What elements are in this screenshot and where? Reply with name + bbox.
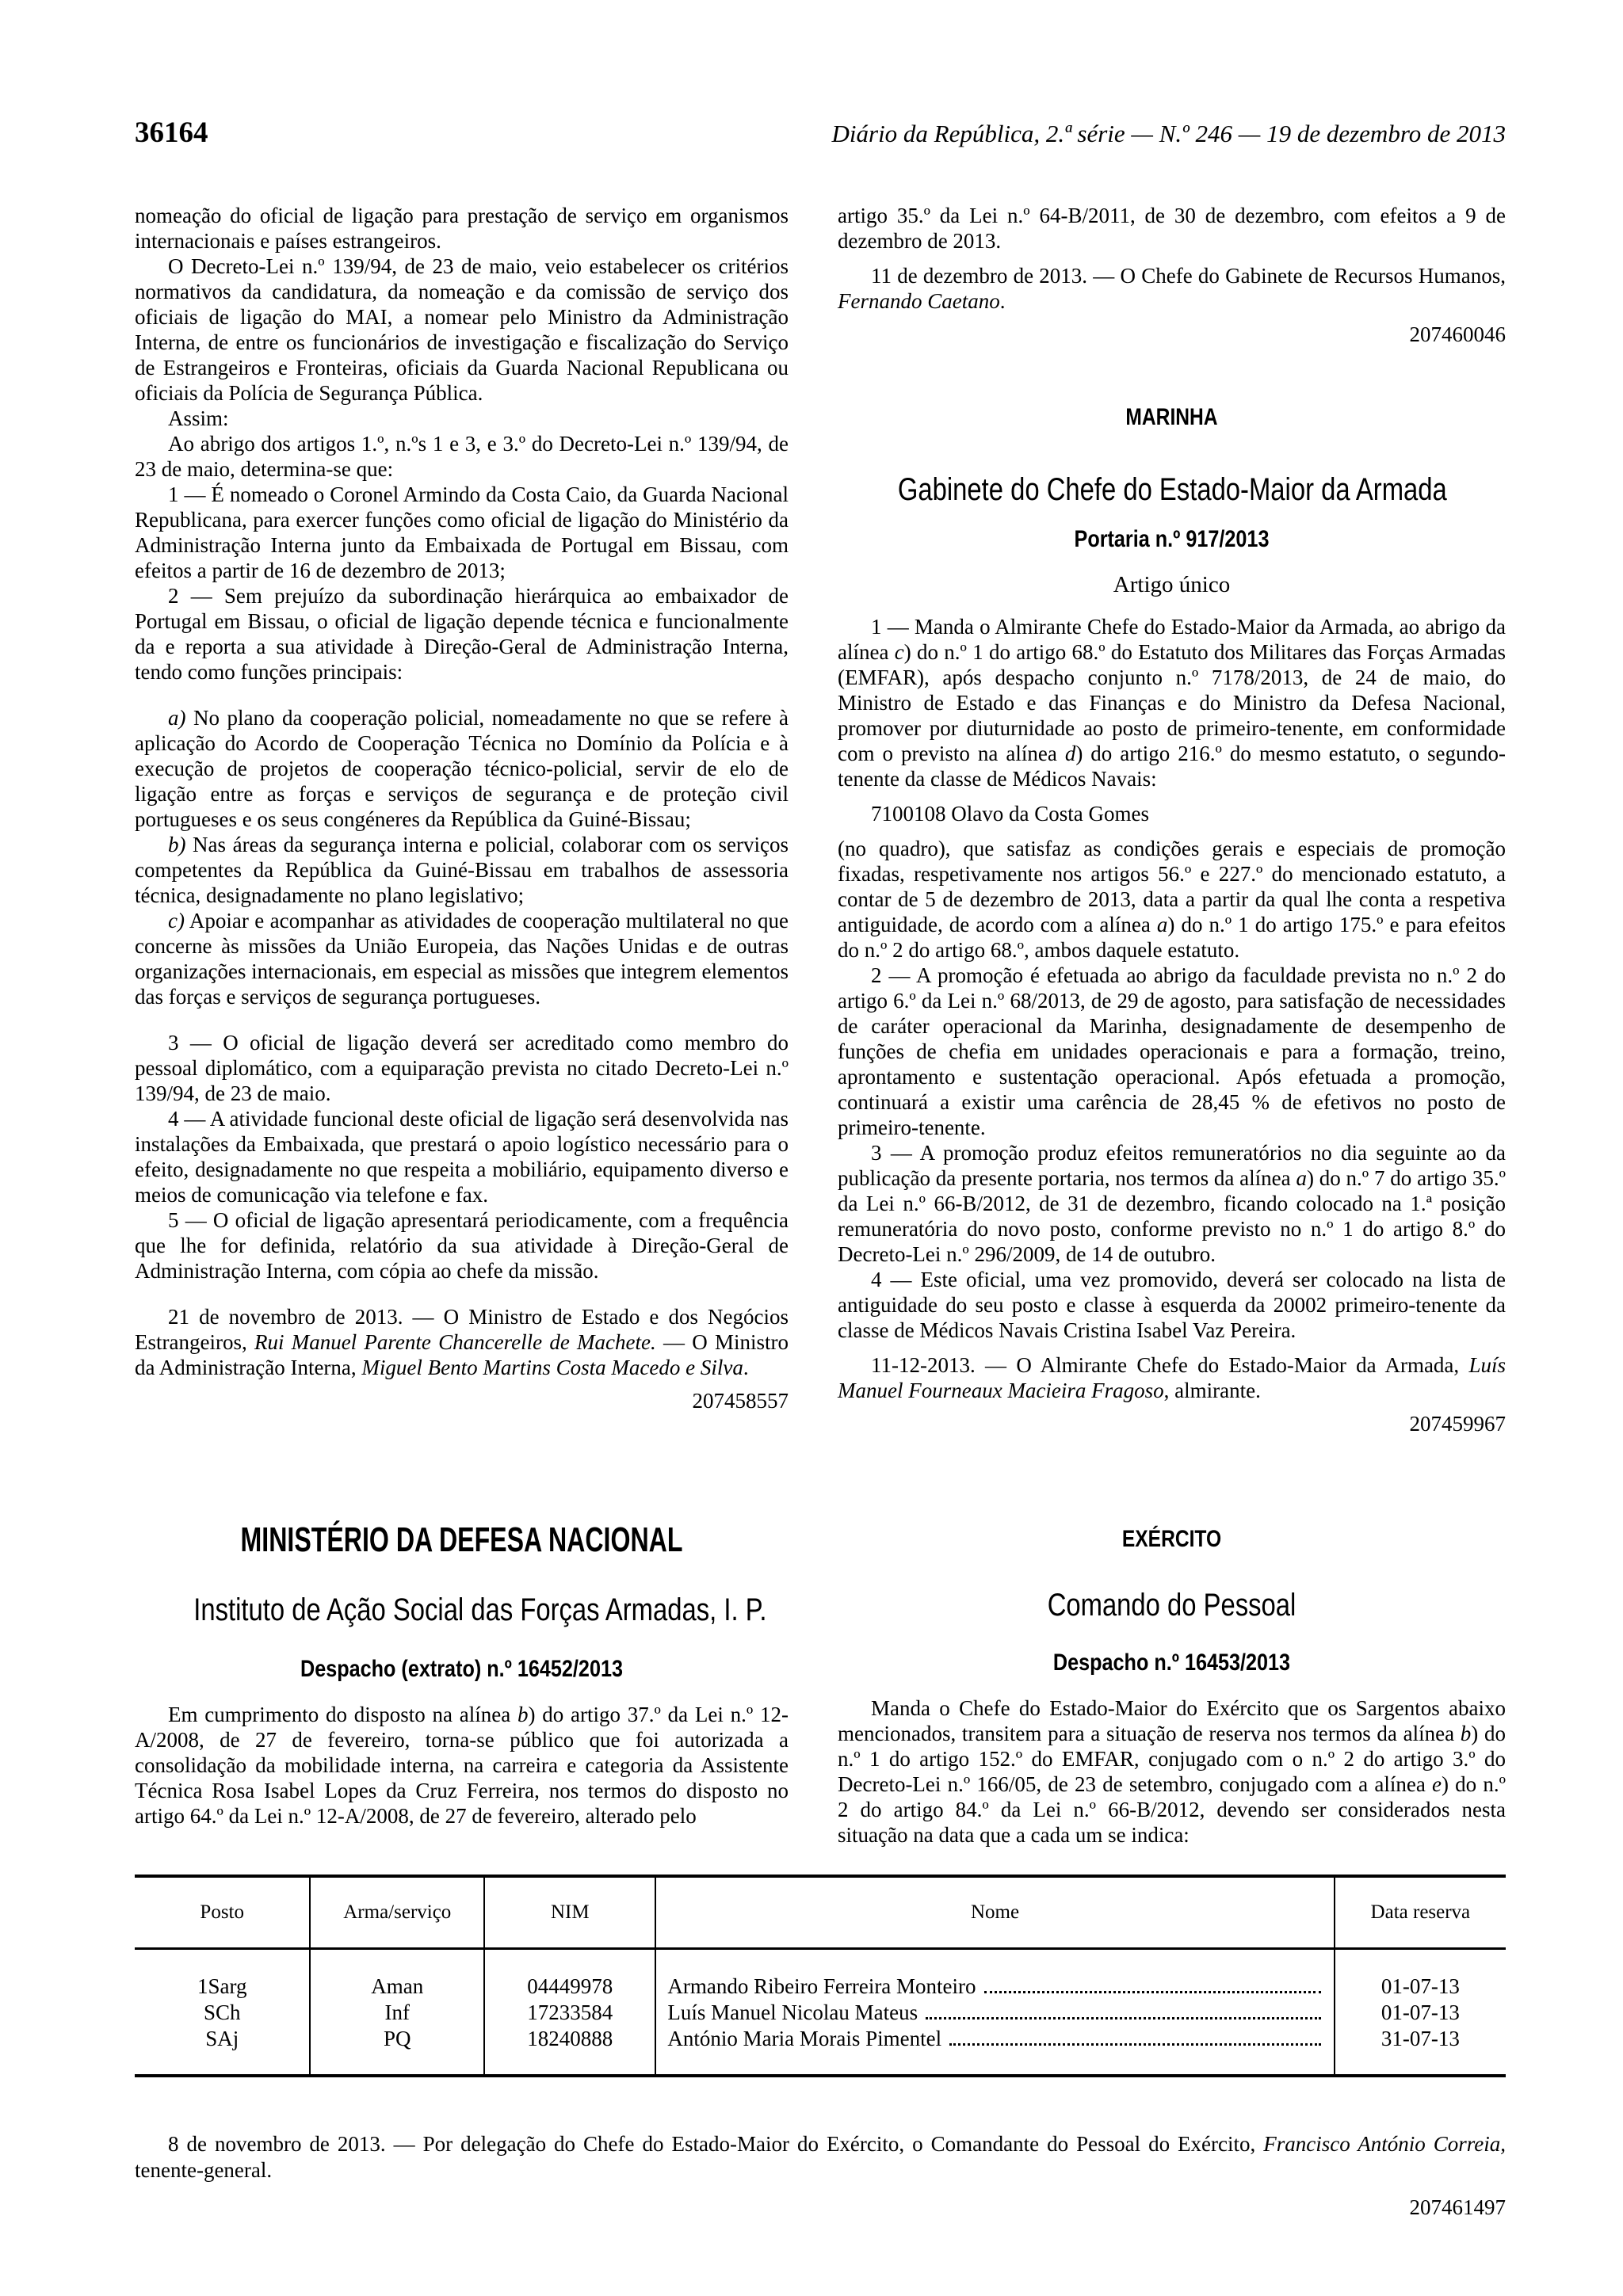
- signature-paragraph: 21 de novembro de 2013. — O Ministro de Estado e dos Negócios Estrangeiros, Rui Manuel Parente Chancerelle de Machete. — O Ministro da Administração Interna, Miguel Bento Martins Costa Macedo e Silva.: [135, 1305, 789, 1379]
- cell-data-reserva: 01-07-13: [1335, 2000, 1506, 2026]
- table-header-row: [135, 1876, 1506, 1949]
- cell-posto: 1Sarg: [197, 1974, 247, 1998]
- portaria-heading: Portaria n.º 917/2013: [1074, 526, 1270, 552]
- paragraph: 1 — É nomeado o Coronel Armindo da Costa Caio, da Guarda Nacional Republicana, para exercer funções como oficial de ligação do Ministério da Administração Interna junto da Embaixada de Portugal em Bissau, com efeitos a partir de 16 de dezembro de 2013;: [135, 482, 789, 582]
- ministry-heading: MINISTÉRIO DA DEFESA NACIONAL: [240, 1520, 683, 1559]
- exercito-section: [838, 1527, 1506, 1848]
- list-item-c: c) Apoiar e acompanhar as atividades de cooperação multilateral no que concerne às missões da União Europeia, das Nações Unidas e de outras organizações internacionais, em especial as missões que integrem elementos das forças e serviços de segurança portugueses.: [135, 909, 789, 1009]
- cell-nome: [655, 2000, 1334, 2026]
- defesa-section: [135, 1520, 789, 1829]
- table-header-arma: Arma/serviço: [310, 1876, 484, 1949]
- paragraph: O Decreto-Lei n.º 139/94, de 23 de maio, veio estabelecer os critérios normativos da candidatura, da nomeação e da comissão de serviço dos oficiais de ligação do MAI, a nomear pelo Ministro da Administração Interna, de entre os funcionários de investigação e fiscalização do Serviço de Estrangeiros e Fronteiras, oficiais da Guarda Nacional Republicana ou oficiais da Polícia de Segurança Pública.: [135, 254, 789, 405]
- table-header-posto: Posto: [135, 1876, 310, 1949]
- paragraph: (no quadro), que satisfaz as condições gerais e especiais de promoção fixadas, respetivamente nos artigos 56.º e 227.º do mencionado estatuto, a contar de 5 de dezembro de 2013, data a partir da qual lhe conta a respetiva antiguidade, de acordo com a alínea a) do n.º 1 do artigo 175.º e para efeitos do n.º 2 do artigo 68.º, ambos daquele estatuto.: [838, 837, 1507, 962]
- dispatch-heading: Despacho n.º 16453/2013: [1052, 1650, 1291, 1676]
- left-column-article: [135, 203, 789, 1413]
- footer-note-block: [135, 2131, 1506, 2221]
- right-column-article: [838, 203, 1506, 347]
- officer-name: Armando Ribeiro Ferreira Monteiro: [667, 1974, 976, 1998]
- officer-name: Luís Manuel Nicolau Mateus: [667, 2000, 918, 2024]
- promoted-officer-line: 7100108 Olavo da Costa Gomes: [871, 802, 1149, 826]
- paragraph: 1 — Manda o Almirante Chefe do Estado-Maior da Armada, ao abrigo da alínea c) do n.º 1 do artigo 68.º do Estatuto dos Militares das Forças Armadas (EMFAR), após despacho conjunto n.º 7178/2013, de 24 de maio, do Ministro de Estado e das Finanças e do Ministro da Defesa Nacional, promover por diuturnidade ao posto de primeiro-tenente, em conformidade com o previsto na alínea d) do artigo 216.º do mesmo estatuto, o segundo-tenente da classe de Médicos Navais:: [838, 615, 1506, 791]
- cell-arma: Inf: [310, 2000, 484, 2026]
- paragraph: 4 — A atividade funcional deste oficial de ligação será desenvolvida nas instalações da Embaixada, que prestará o apoio logístico necessário para o efeito, designadamente no que respeita a mobiliário, equipamento diverso e meios de comunicação via telefone e fax.: [135, 1107, 789, 1207]
- paragraph: 2 — A promoção é efetuada ao abrigo da faculdade prevista no n.º 2 do artigo 6.º da Lei n.º 68/2013, de 29 de agosto, para satisfação de necessidades de caráter operacional da Marinha, designadamente de desempenho de funções de chefia em unidades operacionais e para a formação, treino, aprontamento e sustentação operacional. Após efetuada a promoção, continuará a existir uma carência de 28,45 % de efetivos no posto de primeiro-tenente.: [838, 963, 1506, 1139]
- dot-leader: [926, 2017, 1321, 2019]
- cell-arma: Aman: [310, 1949, 484, 2000]
- page-number: 36164: [135, 116, 208, 149]
- table-header-data: Data reserva: [1335, 1876, 1506, 1949]
- cell-posto: SCh: [203, 2000, 241, 2024]
- cell-nim: 04449978: [484, 1949, 655, 2000]
- officer-name: António Maria Morais Pimentel: [667, 2027, 942, 2050]
- signature-paragraph: 11-12-2013. — O Almirante Chefe do Estado-Maior da Armada, Luís Manuel Fourneaux Macieira Fragoso, almirante.: [838, 1353, 1506, 1402]
- cell-arma: PQ: [310, 2026, 484, 2076]
- organ-heading: Instituto de Ação Social das Forças Armadas, I. P.: [193, 1592, 767, 1627]
- reserve-table-grid: [135, 1875, 1506, 2077]
- paragraph: 3 — O oficial de ligação deverá ser acreditado como membro do pessoal diplomático, com a equiparação prevista no citado Decreto-Lei n.º 139/94, de 23 de maio.: [135, 1031, 789, 1105]
- paragraph: 3 — A promoção produz efeitos remuneratórios no dia seguinte ao da publicação da presente portaria, nos termos da alínea a) do n.º 7 do artigo 35.º da Lei n.º 66-B/2012, de 31 de dezembro, ficando colocado na 1.ª posição remuneratória do novo posto, conforme previsto no n.º 1 do artigo 8.º do Decreto-Lei n.º 296/2009, de 14 de outubro.: [838, 1141, 1506, 1266]
- table-header-nim: NIM: [484, 1876, 655, 1949]
- paragraph: Ao abrigo dos artigos 1.º, n.ºs 1 e 3, e 3.º do Decreto-Lei n.º 139/94, de 23 de maio, determina-se que:: [135, 432, 789, 481]
- paragraph: Em cumprimento do disposto na alínea b) do artigo 37.º da Lei n.º 12-A/2008, de 27 de fevereiro, torna-se público que foi autorizada a consolidação da mobilidade interna, na carreira e categoria da Assistente Técnica Rosa Isabel Lopes da Cruz Ferreira, nos termos do disposto no artigo 64.º da Lei n.º 12-A/2008, de 27 de fevereiro, alterado pelo: [135, 1703, 789, 1828]
- cell-posto: SAj: [205, 2027, 239, 2050]
- section-heading-exercito: EXÉRCITO: [1121, 1526, 1222, 1552]
- page-header: [135, 116, 1506, 150]
- paragraph: nomeação do oficial de ligação para prestação de serviço em organismos internacionais e países estrangeiros.: [135, 204, 789, 253]
- paragraph: 4 — Este oficial, uma vez promovido, deverá ser colocado na lista de antiguidade do seu posto e classe à esquerda da 20002 primeiro-tenente da classe de Médicos Navais Cristina Isabel Vaz Pereira.: [838, 1268, 1506, 1342]
- doc-number: 207460046: [1409, 322, 1506, 346]
- section-heading-marinha: MARINHA: [1125, 404, 1218, 430]
- cell-nome: [655, 2026, 1334, 2076]
- cell-nim: 18240888: [484, 2026, 655, 2076]
- footer-note: 8 de novembro de 2013. — Por delegação do Chefe do Estado-Maior do Exército, o Comandante do Pessoal do Exército, Francisco António Correia, tenente-general.: [135, 2132, 1506, 2182]
- list-item-a: a) No plano da cooperação policial, nomeadamente no que se refere à aplicação do Acordo de Cooperação Técnica no Domínio da Polícia e à execução de projetos de cooperação técnico-policial, servir de elo de ligação entre as forças e serviços de segurança e de proteção civil portugueses e os seus congéneres da República da Guiné-Bissau;: [135, 706, 789, 831]
- cell-nim: 17233584: [484, 2000, 655, 2026]
- paragraph: Assim:: [168, 406, 229, 430]
- paragraph: 2 — Sem prejuízo da subordinação hierárquica ao embaixador de Portugal em Bissau, o oficial de ligação depende técnica e funcionalmente da e reporta a sua atividade à Direção-Geral de Administração Interna, tendo como funções principais:: [135, 584, 789, 684]
- table-header-nome: Nome: [655, 1876, 1334, 1949]
- journal-title: Diário da República, 2.ª série — N.º 246 — 19 de dezembro de 2013: [831, 120, 1506, 147]
- organ-heading: Gabinete do Chefe do Estado-Maior da Armada: [897, 472, 1447, 507]
- dot-leader: [984, 1991, 1321, 1993]
- signature-paragraph: 11 de dezembro de 2013. — O Chefe do Gabinete de Recursos Humanos, Fernando Caetano.: [838, 264, 1506, 313]
- list-item-b: b) Nas áreas da segurança interna e policial, colaborar com os serviços competentes da República da Guiné-Bissau em trabalhos de assessoria técnica, designadamente no plano legislativo;: [135, 833, 789, 907]
- organ-heading: Comando do Pessoal: [1047, 1588, 1296, 1623]
- dispatch-heading: Despacho (extrato) n.º 16452/2013: [300, 1656, 623, 1682]
- paragraph: 5 — O oficial de ligação apresentará periodicamente, com a frequência que lhe for definida, relatório da sua atividade à Direção-Geral de Administração Interna, com cópia ao chefe da missão.: [135, 1208, 789, 1283]
- artigo-heading: Artigo único: [1113, 572, 1231, 597]
- table-row: [135, 1949, 1506, 2000]
- doc-number: 207458557: [692, 1389, 789, 1413]
- paragraph: Manda o Chefe do Estado-Maior do Exército que os Sargentos abaixo mencionados, transitem para a situação de reserva nos termos da alínea b) do n.º 1 do artigo 152.º do EMFAR, conjugado com o n.º 2 do artigo 3.º do Decreto-Lei n.º 166/05, de 23 de setembro, conjugado com a alínea e) do n.º 2 do artigo 84.º da Lei n.º 66-B/2012, devendo ser considerados nesta situação na data que a cada um se indica:: [838, 1696, 1506, 1847]
- dot-leader: [949, 2043, 1321, 2046]
- table-row: [135, 2026, 1506, 2076]
- doc-number: 207459967: [1409, 1412, 1506, 1436]
- paragraph: artigo 35.º da Lei n.º 64-B/2011, de 30 de dezembro, com efeitos a 9 de dezembro de 2013.: [838, 204, 1506, 253]
- cell-nome: [655, 1949, 1334, 2000]
- cell-data-reserva: 31-07-13: [1335, 2026, 1506, 2076]
- doc-number: 207461497: [1409, 2195, 1506, 2219]
- marinha-section: [838, 406, 1506, 1436]
- reserve-table: [135, 1875, 1506, 2077]
- cell-data-reserva: 01-07-13: [1335, 1949, 1506, 2000]
- table-row: [135, 2000, 1506, 2026]
